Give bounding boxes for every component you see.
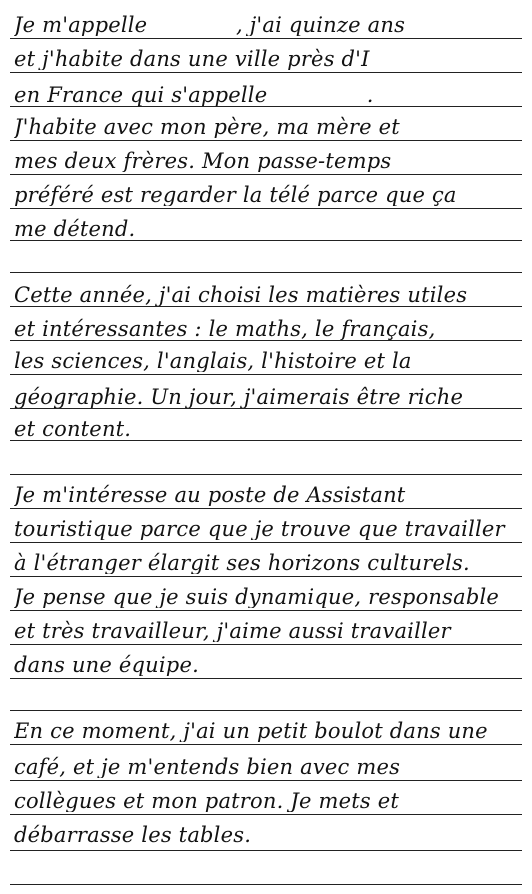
paragraph-3-line-6: dans une équipe.: [14, 654, 199, 676]
paragraph-4-line-3: collègues et mon patron. Je mets et: [14, 790, 399, 812]
paragraph-4-line-4: débarrasse les tables.: [14, 824, 252, 846]
ruled-line: [10, 678, 522, 679]
ruled-line: [10, 340, 522, 341]
paragraph-1-line-6: préféré est regarder la télé parce que ça: [14, 184, 457, 206]
paragraph-1-line-1: Je m'appelle _______ , j'ai quinze ans: [14, 14, 406, 36]
paragraph-2-line-4: géographie. Un jour, j'aimerais être riche: [14, 386, 464, 408]
paragraph-3-line-4: Je pense que je suis dynamique, responsable: [14, 586, 500, 608]
ruled-line: [10, 744, 522, 745]
paragraph-1-line-2: et j'habite dans une ville près d'I ___: [14, 48, 409, 70]
ruled-line: [10, 106, 522, 107]
paragraph-4-line-1: En ce moment, j'ai un petit boulot dans une: [14, 720, 488, 742]
paragraph-1-line-5: mes deux frères. Mon passe-temps: [14, 150, 392, 172]
ruled-line: [10, 38, 522, 39]
ruled-line: [10, 644, 522, 645]
ruled-line: [10, 374, 522, 375]
paragraph-2-line-3: les sciences, l'anglais, l'histoire et la: [14, 350, 412, 372]
ruled-line: [10, 576, 522, 577]
ruled-line: [10, 208, 522, 209]
ruled-line: [10, 72, 522, 73]
paragraph-3-line-1: Je m'intéresse au poste de Assistant: [14, 484, 406, 506]
ruled-line: [10, 408, 522, 409]
paragraph-2-line-5: et content.: [14, 418, 132, 440]
ruled-line: [10, 850, 522, 851]
ruled-line: [10, 272, 522, 273]
ruled-line: [10, 780, 522, 781]
paragraph-3-line-2: touristique parce que je trouve que travailler: [14, 518, 505, 540]
ruled-line: [10, 440, 522, 441]
ruled-line: [10, 508, 522, 509]
ruled-line: [10, 884, 522, 885]
paragraph-2-line-2: et intéressantes : le maths, le français,: [14, 318, 436, 340]
paragraph-1-line-7: me détend.: [14, 218, 136, 240]
ruled-line: [10, 814, 522, 815]
ruled-line: [10, 140, 522, 141]
paragraph-1-line-3: en France qui s'appelle ________ .: [14, 84, 374, 106]
ruled-line: [10, 610, 522, 611]
paragraph-3-line-5: et très travailleur, j'aime aussi travailler: [14, 620, 451, 642]
paragraph-3-line-3: à l'étranger élargit ses horizons culturels.: [14, 552, 470, 574]
ruled-line: [10, 306, 522, 307]
ruled-line: [10, 174, 522, 175]
ruled-line: [10, 710, 522, 711]
paragraph-4-line-2: café, et je m'entends bien avec mes: [14, 756, 401, 778]
ruled-line: [10, 474, 522, 475]
ruled-line: [10, 240, 522, 241]
paragraph-2-line-1: Cette année, j'ai choisi les matières utiles: [14, 284, 468, 306]
paragraph-1-line-4: J'habite avec mon père, ma mère et: [14, 116, 400, 138]
ruled-line: [10, 542, 522, 543]
